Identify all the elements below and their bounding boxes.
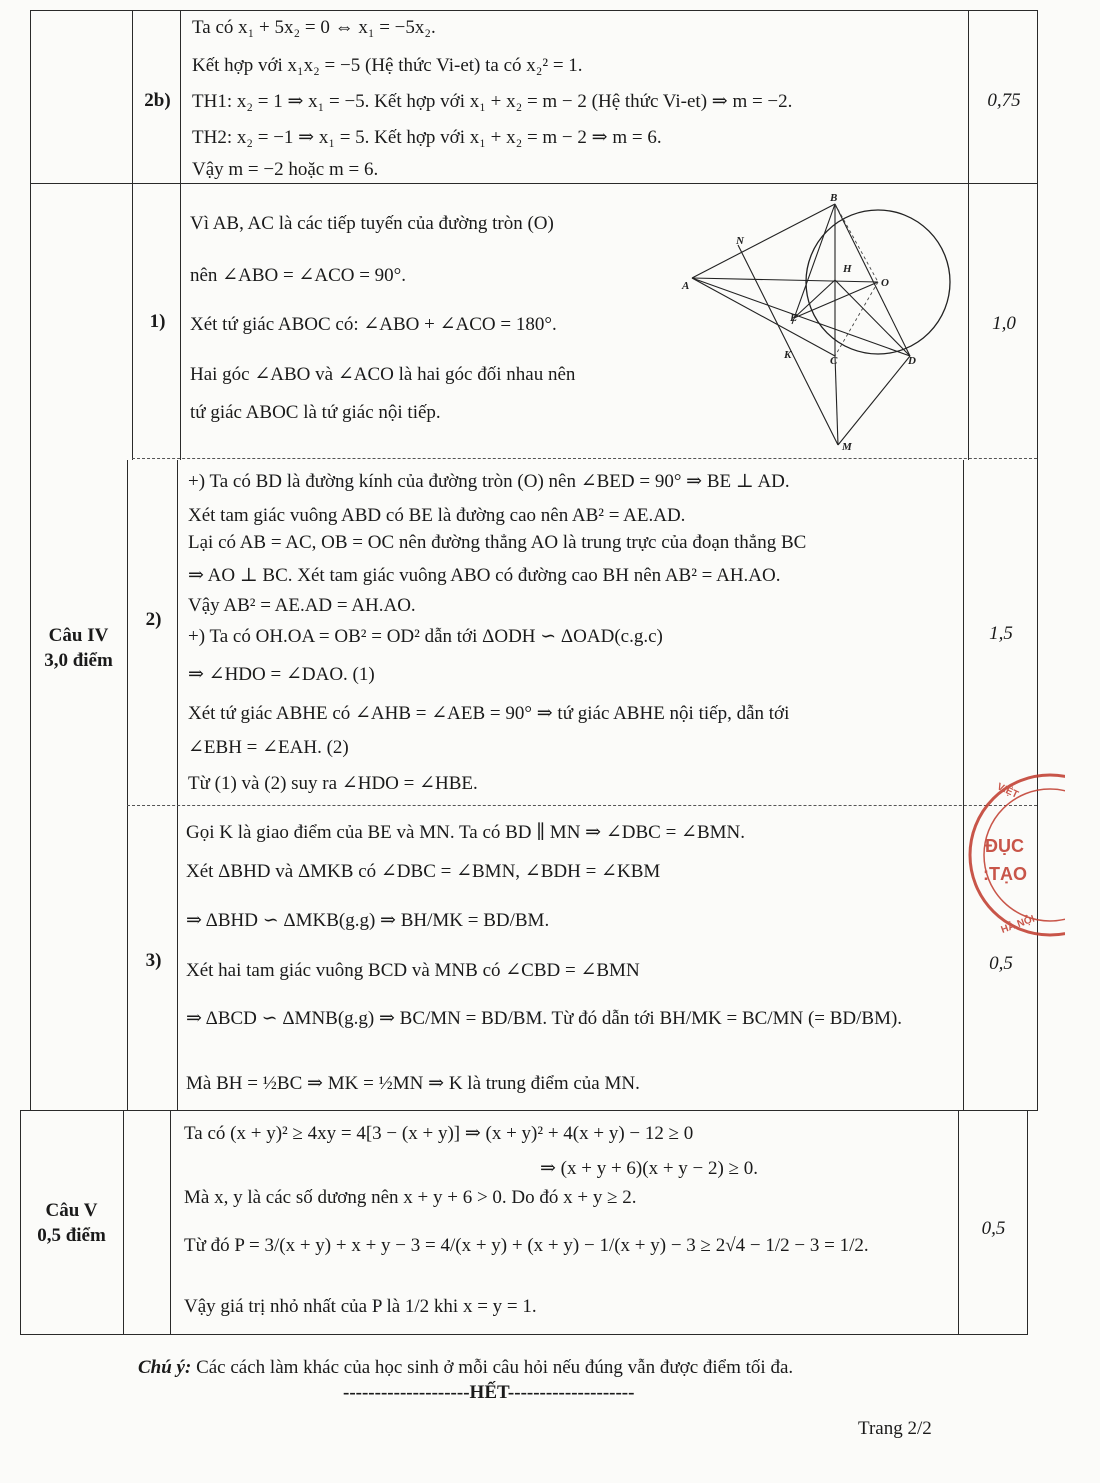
points-cau-v: 0,5 — [981, 1218, 1006, 1239]
row-divider-dashed-1 — [132, 458, 1037, 459]
row-divider-cau-v — [20, 1110, 1038, 1111]
answer-line: ⇒ ∠HDO = ∠DAO. (1) — [188, 664, 375, 685]
label-n: N — [736, 235, 744, 247]
note-label: Chú ý: — [138, 1357, 192, 1378]
answer-line: Từ đó P = 3/(x + y) + x + y − 3 = 4/(x + y) + (x + y) − 1/(x + y) − 3 ≥ 2√4 − 1/2 − 3 = 1/2. — [184, 1235, 869, 1256]
col-part-divider-3 — [123, 1110, 124, 1335]
red-seal-stamp — [955, 770, 1065, 940]
label-b: B — [830, 192, 838, 204]
col-content-divider — [180, 10, 181, 460]
label-c: C — [830, 355, 838, 367]
geometry-figure — [678, 190, 968, 455]
answer-line: Vậy giá trị nhỏ nhất của P là 1/2 khi x = y = 1. — [184, 1296, 537, 1317]
answer-line: Xét tam giác vuông ABD có BE là đường cao nên AB² = AE.AD. — [188, 505, 686, 526]
svg-text::TẠO: :TẠO — [983, 864, 1027, 884]
answer-line: ⇒ ΔBCD ∽ ΔMNB(g.g) ⇒ BC/MN = BD/BM. Từ đó dẫn tới BH/MK = BC/MN (= BD/BM). — [186, 1008, 903, 1029]
answer-line: Mà x, y là các số dương nên x + y + 6 > 0. Do đó x + y ≥ 2. — [184, 1187, 637, 1208]
answer-line: Xét hai tam giác vuông BCD và MNB có ∠CBD = ∠BMN — [186, 960, 640, 981]
page-number: Trang 2/2 — [858, 1418, 932, 1439]
answer-line: Từ (1) và (2) suy ra ∠HDO = ∠HBE. — [188, 773, 478, 794]
svg-text:HÀ NỘI: HÀ NỘI — [999, 913, 1037, 936]
answer-line: nên ∠ABO = ∠ACO = 90°. — [190, 265, 407, 286]
svg-text:ĐỤC: ĐỤC — [985, 836, 1024, 856]
part-label-1: 1) — [149, 311, 166, 332]
answer-line: Vậy AB² = AE.AD = AH.AO. — [188, 595, 416, 616]
answer-line: TH2: x₂ = −1 ⇒ x₁ = 5. Kết hợp với x₁ + x₂ = m − 2 ⇒ m = 6. — [192, 127, 662, 148]
end-mark: --------------------HẾT-------------------- — [343, 1382, 635, 1403]
svg-text:VIỆT: VIỆT — [995, 781, 1020, 801]
label-m: M — [842, 441, 852, 453]
answer-line: ⇒ ΔBHD ∽ ΔMKB(g.g) ⇒ BH/MK = BD/BM. — [186, 910, 550, 931]
col-part-divider-2 — [127, 460, 128, 1110]
answer-line: ⇒ (x + y + 6)(x + y − 2) ≥ 0. — [540, 1158, 759, 1179]
answer-line: Xét ΔBHD và ΔMKB có ∠DBC = ∠BMN, ∠BDH = ∠KBM — [186, 861, 661, 882]
answer-line: Gọi K là giao điểm của BE và MN. Ta có BD ∥ MN ⇒ ∠DBC = ∠BMN. — [186, 822, 745, 843]
label-e: E — [790, 312, 798, 324]
answer-line: ⇒ AO ⊥ BC. Xét tam giác vuông ABO có đường cao BH nên AB² = AH.AO. — [188, 565, 781, 586]
part-label-3: 3) — [145, 950, 162, 971]
answer-line: Ta có x₁ + 5x₂ = 0 ⇔ x₁ = −5x₂. — [192, 17, 436, 38]
col-points-divider-3 — [958, 1110, 959, 1335]
answer-line: Hai góc ∠ABO và ∠ACO là hai góc đối nhau nên — [190, 364, 576, 385]
label-d: D — [908, 355, 916, 367]
col-content-divider-2 — [177, 460, 178, 1110]
note-text: Các cách làm khác của học sinh ở mỗi câu hỏi nếu đúng vẫn được điểm tối đa. — [196, 1357, 794, 1378]
section-label-cau-v: Câu V 0,5 điểm — [37, 1200, 106, 1246]
label-a: A — [682, 280, 690, 292]
label-h: H — [843, 263, 852, 275]
answer-line: tứ giác ABOC là tứ giác nội tiếp. — [190, 402, 441, 423]
table-right-border — [1037, 10, 1038, 1110]
answer-line: Xét tứ giác ABHE có ∠AHB = ∠AEB = 90° ⇒ tứ giác ABHE nội tiếp, dẫn tới — [188, 703, 790, 724]
points-2: 1,5 — [989, 623, 1013, 644]
part-label-2: 2) — [145, 609, 162, 630]
label-k: K — [784, 349, 792, 361]
col-content-divider-3 — [170, 1110, 171, 1335]
answer-line: Ta có (x + y)² ≥ 4xy = 4[3 − (x + y)] ⇒ (x + y)² + 4(x + y) − 12 ≥ 0 — [184, 1123, 694, 1144]
label-o: O — [881, 277, 889, 289]
col-part-divider — [132, 10, 133, 460]
row-divider-dashed-2 — [127, 805, 1037, 806]
table-left-border — [30, 10, 31, 1110]
row-top-border — [30, 10, 1038, 11]
row-bottom-border — [20, 1334, 1028, 1335]
answer-line: Vậy m = −2 hoặc m = 6. — [192, 159, 379, 180]
points-3: 0,5 — [989, 953, 1013, 974]
answer-line: +) Ta có BD là đường kính của đường tròn (O) nên ∠BED = 90° ⇒ BE ⊥ AD. — [188, 471, 790, 492]
answer-line: Mà BH = ½BC ⇒ MK = ½MN ⇒ K là trung điểm của MN. — [186, 1073, 640, 1094]
part-label-2b: 2b) — [144, 90, 171, 111]
table-right-border-lower — [1027, 1110, 1028, 1335]
points-1: 1,0 — [992, 313, 1016, 334]
answer-line: Vì AB, AC là các tiếp tuyến của đường tròn (O) — [190, 213, 554, 234]
answer-line: TH1: x₂ = 1 ⇒ x₁ = −5. Kết hợp với x₁ + x₂ = m − 2 (Hệ thức Vi-et) ⇒ m = −2. — [192, 91, 793, 112]
row-divider-2b — [30, 183, 1038, 184]
note — [138, 1357, 793, 1379]
answer-line: ∠EBH = ∠EAH. (2) — [188, 737, 349, 758]
answer-line: Xét tứ giác ABOC có: ∠ABO + ∠ACO = 180°. — [190, 314, 557, 335]
col-points-divider — [968, 10, 969, 460]
points-2b: 0,75 — [987, 90, 1021, 111]
answer-line: Kết hợp với x₁x₂ = −5 (Hệ thức Vi-et) ta có x₂² = 1. — [192, 55, 583, 76]
answer-line: Lại có AB = AC, OB = OC nên đường thẳng AO là trung trực của đoạn thẳng BC — [188, 532, 807, 553]
section-label-cau-iv: Câu IV 3,0 điểm — [44, 625, 113, 671]
answer-line: +) Ta có OH.OA = OB² = OD² dẫn tới ΔODH ∽ ΔOAD(c.g.c) — [188, 626, 663, 647]
